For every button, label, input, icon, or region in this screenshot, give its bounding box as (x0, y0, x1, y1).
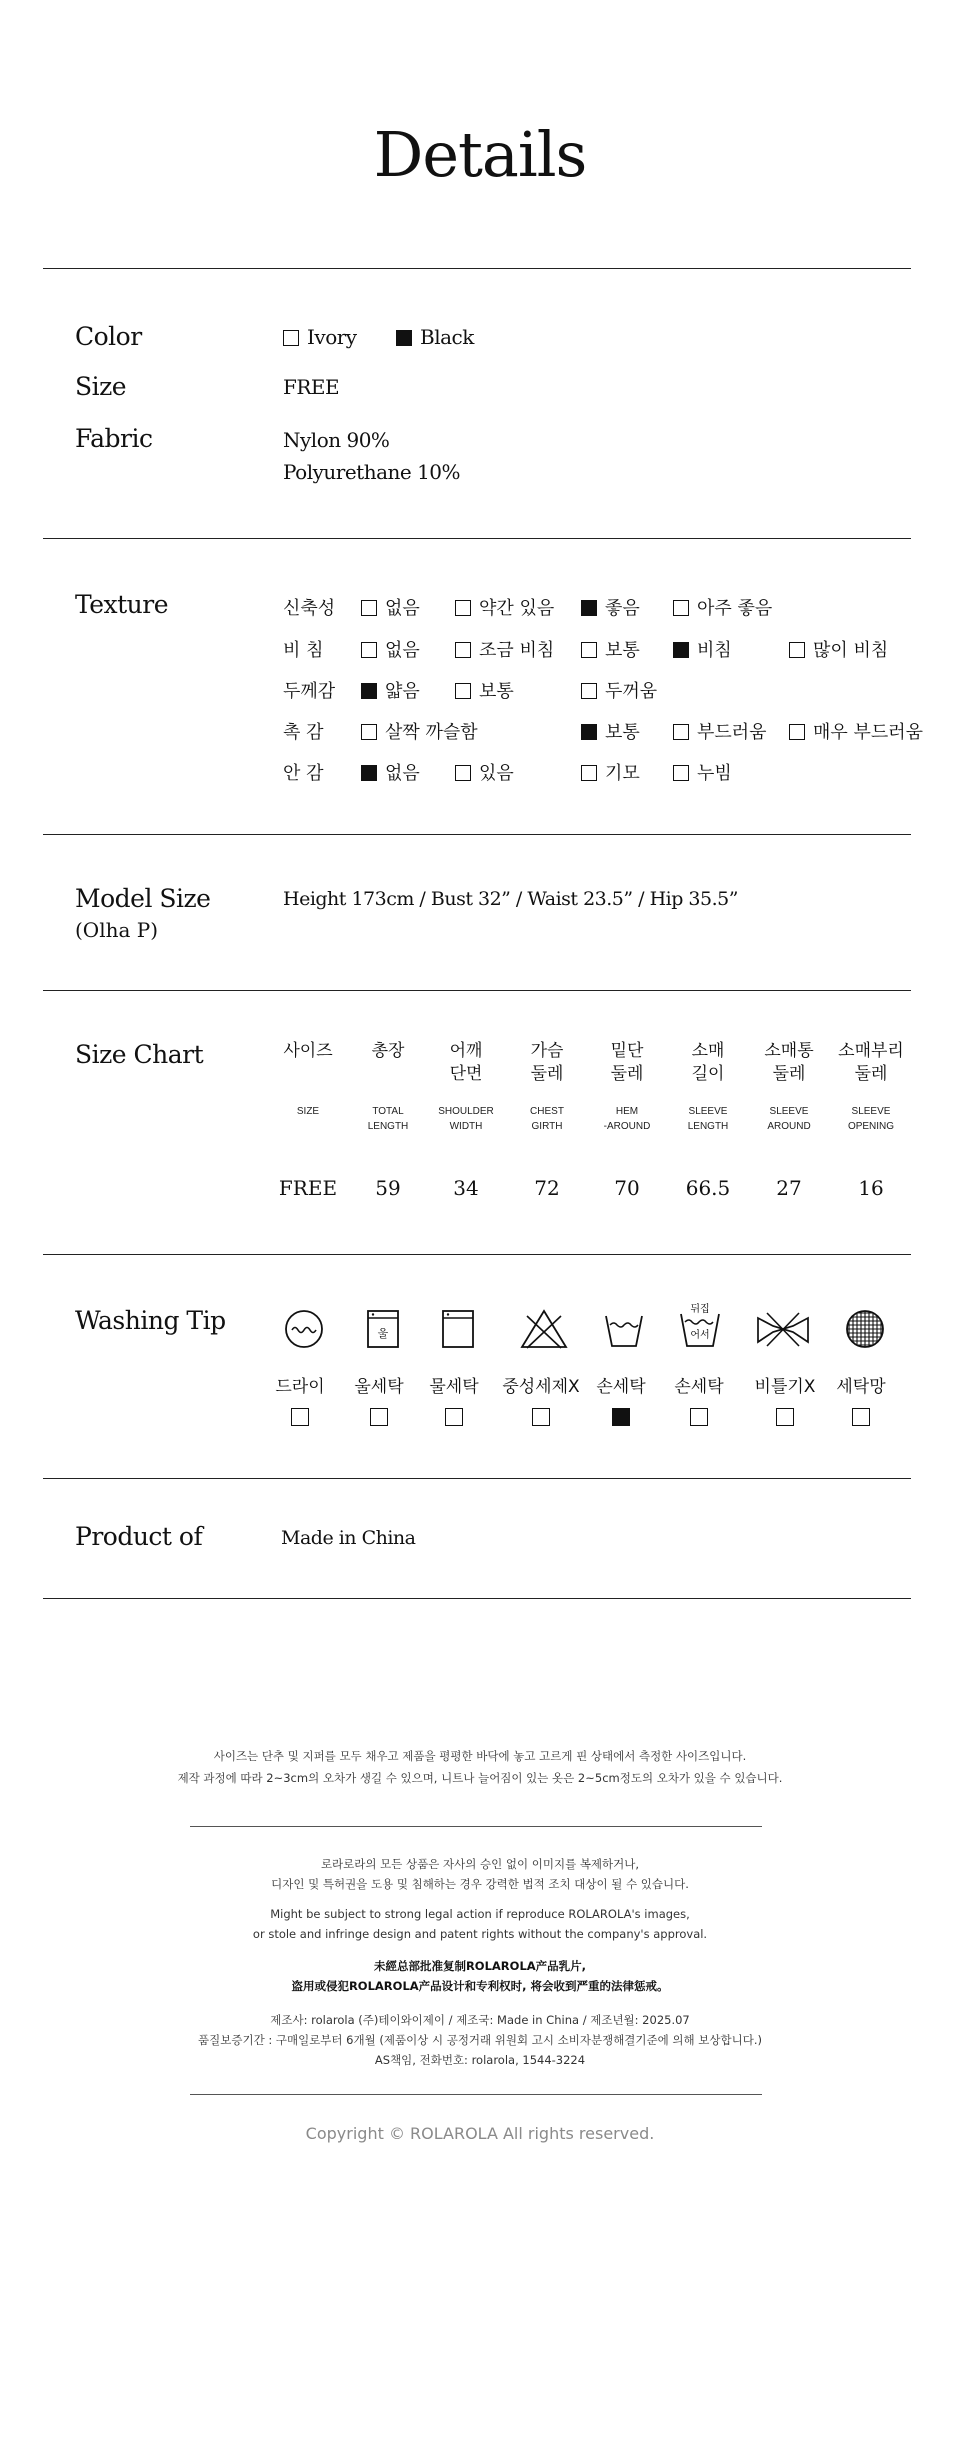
texture-option: 비침 (673, 636, 732, 662)
svg-text:울: 울 (377, 1327, 389, 1340)
wash-checkbox (445, 1408, 463, 1426)
wash-checkbox (612, 1408, 630, 1426)
svg-text:어서: 어서 (690, 1330, 710, 1341)
size-label: Size (75, 372, 127, 401)
wash-label: 울세탁 (354, 1377, 404, 1397)
size-chart-value: 66.5 (685, 1176, 731, 1200)
legal-en-2: or stole and infringe design and patent rights without the company's approval. (252, 1927, 708, 1941)
size-chart-header-en: SLEEVE LENGTH (687, 1106, 729, 1132)
divider (43, 538, 911, 539)
legal-ko-1: 로라로라의 모든 상품은 자사의 승인 없이 이미지를 복제하거나, (320, 1857, 640, 1871)
page-title: Details (373, 118, 587, 191)
machine-wash-icon (418, 1308, 498, 1350)
size-chart-header-ko: 소매부리 둘레 (838, 1041, 904, 1084)
model-measurements: Height 173cm / Bust 32” / Waist 23.5” / Hip 35.5” (283, 888, 738, 910)
texture-option: 보통 (581, 718, 640, 744)
size-chart-header-en: TOTAL LENGTH (367, 1106, 409, 1132)
size-chart-header-en: SLEEVE AROUND (767, 1106, 811, 1132)
divider (43, 990, 911, 991)
copyright: Copyright © ROLAROLA All rights reserved. (305, 2124, 655, 2143)
texture-option: 없음 (361, 636, 420, 662)
size-chart-header-ko: 총장 (371, 1041, 405, 1061)
size-chart-value: 27 (776, 1176, 802, 1200)
washing-tip-label: Washing Tip (75, 1306, 226, 1335)
size-notice-2: 제작 과정에 따라 2~3cm의 오차가 생길 수 있으며, 니트나 늘어짐이 있는 옷은 2~5cm정도의 오차가 있을 수 있습니다. (177, 1771, 783, 1785)
divider (43, 1478, 911, 1479)
texture-option: 없음 (361, 594, 420, 620)
size-chart-header-ko: 소매 길이 (691, 1041, 725, 1084)
texture-option: 기모 (581, 759, 640, 785)
divider (43, 1598, 911, 1599)
maker-info-1: 제조사: rolarola (주)테이와이제이 / 제조국: Made in China / 제조년월: 2025.07 (270, 2013, 690, 2027)
no-wring-icon (743, 1308, 823, 1350)
black-checkbox (396, 330, 412, 346)
size-chart-value: FREE (278, 1176, 338, 1200)
divider (43, 268, 911, 269)
texture-option: 살짝 까슬함 (361, 718, 478, 744)
color-option-ivory (283, 325, 357, 349)
texture-option: 좋음 (581, 594, 640, 620)
texture-row-label: 촉 감 (283, 722, 324, 743)
product-of-label: Product of (75, 1522, 203, 1551)
texture-option: 조금 비침 (455, 636, 554, 662)
texture-option: 누빔 (673, 759, 732, 785)
wash-label: 중성세제X (502, 1377, 580, 1397)
size-chart-value: 59 (375, 1176, 401, 1200)
wash-label: 물세탁 (429, 1377, 479, 1397)
divider (43, 834, 911, 835)
size-chart-header-en: SIZE (296, 1106, 320, 1117)
thin-divider (190, 1826, 762, 1827)
texture-option: 부드러움 (673, 718, 767, 744)
size-chart-header-ko: 밑단 둘레 (610, 1041, 644, 1084)
size-chart-header-ko: 소매통 둘레 (764, 1041, 814, 1084)
svg-text:뒤집: 뒤집 (690, 1304, 710, 1315)
wash-label: 손세탁 (674, 1377, 724, 1397)
model-name: (Olha P) (75, 918, 159, 942)
texture-row-label: 비 침 (283, 640, 324, 661)
thin-divider (190, 2094, 762, 2095)
texture-row-label: 두께감 (283, 681, 336, 702)
wash-checkbox (852, 1408, 870, 1426)
texture-option: 보통 (455, 677, 514, 703)
size-notice-1: 사이즈는 단추 및 지퍼를 모두 채우고 제품을 평평한 바닥에 놓고 고르게 핀 상태에서 측정한 사이즈입니다. (213, 1749, 747, 1763)
texture-option: 없음 (361, 759, 420, 785)
legal-en-1: Might be subject to strong legal action if reproduce ROLAROLA's images, (270, 1907, 690, 1921)
ivory-text: Ivory (307, 325, 357, 349)
size-value: FREE (283, 375, 340, 399)
fabric-line-2: Polyurethane 10% (283, 460, 461, 484)
texture-row-label: 신축성 (283, 598, 336, 619)
ivory-checkbox (283, 330, 299, 346)
legal-cn-1: 未經总部批准复制ROLAROLA产品乳片, (373, 1959, 587, 1973)
texture-option: 아주 좋음 (673, 594, 772, 620)
wash-label: 비틀기X (754, 1377, 816, 1397)
color-option-black (396, 325, 474, 349)
black-text: Black (420, 325, 474, 349)
fabric-label: Fabric (75, 424, 153, 453)
size-chart-header-ko: 가슴 둘레 (530, 1041, 564, 1084)
texture-option: 매우 부드러움 (789, 718, 923, 744)
model-size-label: Model Size (75, 884, 211, 913)
inside-out-wash-icon (660, 1300, 740, 1350)
texture-option: 얇음 (361, 677, 420, 703)
wash-checkbox (532, 1408, 550, 1426)
texture-row-label: 안 감 (283, 763, 324, 784)
maker-info-2: 품질보증기간 : 구매일로부터 6개월 (제품이상 시 공정거래 위원회 고시 소비자분쟁해결기준에 의해 보상합니다.) (198, 2033, 762, 2047)
size-chart-value: 16 (858, 1176, 884, 1200)
size-chart-header-en: SLEEVE OPENING (847, 1106, 895, 1132)
size-chart-label: Size Chart (75, 1040, 204, 1069)
hand-wash-icon (584, 1308, 664, 1350)
size-chart-value: 72 (534, 1176, 560, 1200)
size-chart-header-ko: 사이즈 (283, 1041, 333, 1061)
texture-option: 많이 비침 (789, 636, 888, 662)
wash-label: 세탁망 (836, 1377, 886, 1397)
size-chart-header-en: CHEST GIRTH (530, 1106, 564, 1132)
texture-option: 약간 있음 (455, 594, 554, 620)
wash-checkbox (690, 1408, 708, 1426)
size-chart-value: 70 (614, 1176, 640, 1200)
dry-clean-icon (264, 1308, 344, 1350)
texture-option: 있음 (455, 759, 514, 785)
color-label: Color (75, 322, 142, 351)
wash-checkbox (370, 1408, 388, 1426)
wash-checkbox (776, 1408, 794, 1426)
texture-label: Texture (75, 590, 169, 619)
legal-ko-2: 디자인 및 특허권을 도용 및 침해하는 경우 강력한 법적 조치 대상이 될 수 있습니다. (271, 1877, 689, 1891)
size-chart-header-en: HEM -AROUND (603, 1106, 651, 1132)
fabric-line-1: Nylon 90% (283, 428, 390, 452)
size-chart-value: 34 (453, 1176, 479, 1200)
texture-option: 보통 (581, 636, 640, 662)
wash-label: 손세탁 (596, 1377, 646, 1397)
texture-option: 두꺼움 (581, 677, 657, 703)
legal-cn-2: 盗用或侵犯ROLAROLA产品设计和专利权时, 将会收到严重的法律惩戒。 (291, 1979, 669, 1993)
product-origin: Made in China (281, 1527, 416, 1549)
wool-wash-icon (343, 1308, 423, 1350)
maker-info-3: AS책임, 전화번호: rolarola, 1544-3224 (374, 2053, 586, 2067)
divider (43, 1254, 911, 1255)
wash-checkbox (291, 1408, 309, 1426)
no-bleach-icon (504, 1308, 584, 1350)
size-chart-header-ko: 어깨 단면 (449, 1041, 483, 1084)
laundry-net-icon (825, 1308, 905, 1350)
wash-label: 드라이 (275, 1377, 325, 1397)
size-chart-header-en: SHOULDER WIDTH (438, 1106, 494, 1132)
